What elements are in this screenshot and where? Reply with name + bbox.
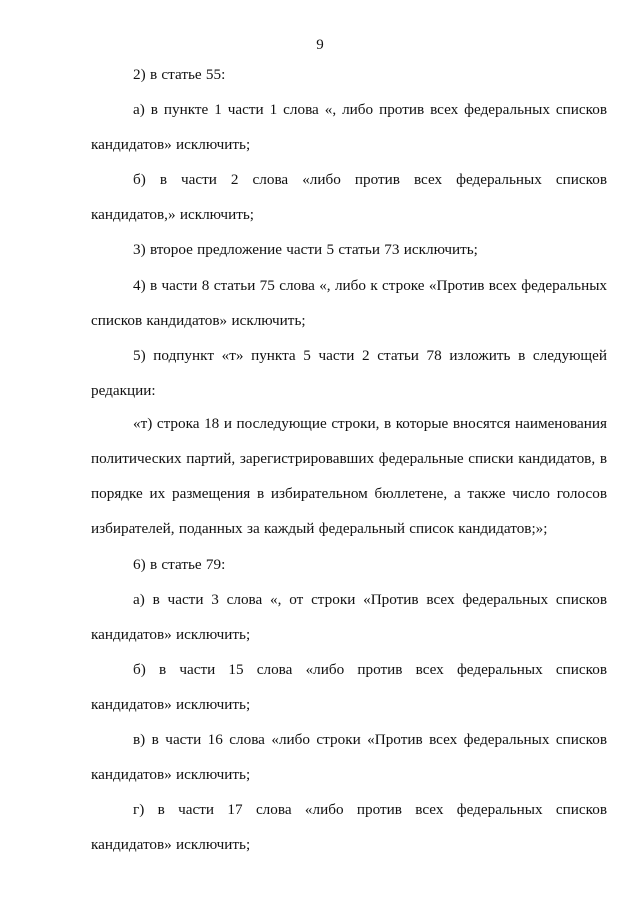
paragraph-79-b: б) в части 15 слова «либо против всех федеральных списков кандидатов» исключить; bbox=[91, 661, 607, 713]
paragraph-79-a: а) в части 3 слова «, от строки «Против всех федеральных списков кандидатов» исключить; bbox=[91, 591, 607, 643]
paragraph-article-55: 2) в статье 55: bbox=[133, 66, 226, 83]
paragraph-79-v: в) в части 16 слова «либо строки «Против всех федеральных списков кандидатов» исключить; bbox=[91, 731, 607, 783]
page-number: 9 bbox=[316, 37, 324, 53]
paragraph-article-75: 4) в части 8 статьи 75 слова «, либо к строке «Против всех федеральных списков кандидатов» исключить; bbox=[91, 277, 607, 329]
paragraph-article-79: 6) в статье 79: bbox=[133, 556, 226, 573]
paragraph-79-g: г) в части 17 слова «либо против всех федеральных списков кандидатов» исключить; bbox=[91, 801, 607, 853]
paragraph-55-a: а) в пункте 1 части 1 слова «, либо против всех федеральных списков кандидатов» исключить; bbox=[91, 101, 607, 153]
paragraph-55-b: б) в части 2 слова «либо против всех федеральных списков кандидатов,» исключить; bbox=[91, 171, 607, 223]
paragraph-article-73: 3) второе предложение части 5 статьи 73 исключить; bbox=[133, 241, 478, 258]
paragraph-78-t-quote: «т) строка 18 и последующие строки, в которые вносятся наименования политических партий, зарегистрировавших федеральные списки кандидатов, в порядке их размещения в избирательном бюллетене, а также число голосов избирателей, поданных за каждый федеральный список кандидатов;»; bbox=[91, 415, 607, 537]
paragraph-article-78: 5) подпункт «т» пункта 5 части 2 статьи 78 изложить в следующей редакции: bbox=[91, 347, 607, 399]
